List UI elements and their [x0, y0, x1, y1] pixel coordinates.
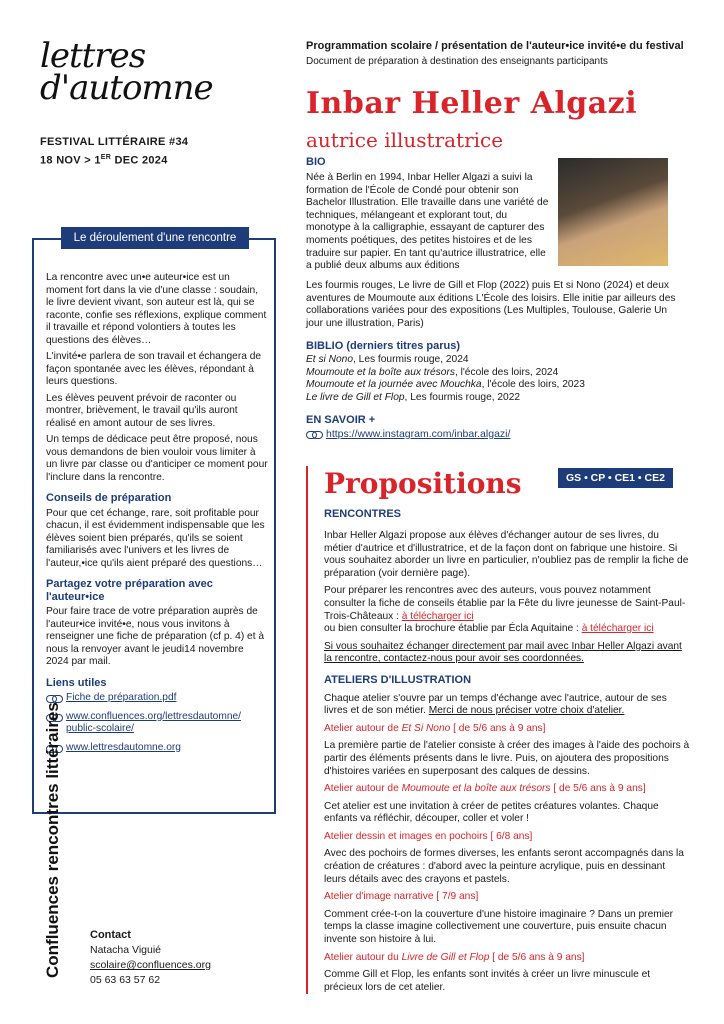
atelier-desc: Cet atelier est une invitation à créer de petites créatures volantes. Chaque enfants va réfléchir, découper, coller et voler !: [324, 800, 659, 825]
sidebar-heading: Partagez votre préparation avec l'auteur•ice: [46, 578, 213, 603]
document-subtitle: Document de préparation à destination des enseignants participants: [306, 56, 608, 67]
sidebar-paragraph: Pour que cet échange, rare, soit profitable pour chacun, il est évidemment indispensable que les élèves soient bien préparés, qu'ils se soient familiarisés avec l'univers et les livres de l'auteur,•ice qu'ils aient préparé des questions…: [46, 507, 265, 569]
program-title: Programmation scolaire / présentation de l'auteur•ice invité•e du festival: [306, 40, 684, 52]
download-link-1[interactable]: à télécharger ici: [401, 610, 474, 622]
sidebar-heading: Liens utiles: [46, 676, 107, 689]
bio-text: Née à Berlin en 1994, Inbar Heller Algazi a suivi la formation de l'École de Condé pour obtenir son Bachelor Illustration. Elle travaille dans une variété de techniques, mélangeant et explorant tout, du monotype à la calligraphie, essayant de capturer des moments poétiques, des petites histoires et de les traduire sur papier. En tant qu'autrice illustratrice, elle a publié deux albums aux éditions: [306, 172, 549, 272]
link-icon: [306, 431, 322, 439]
festival-dates: 18 NOV > 1ER DEC 2024: [40, 154, 168, 167]
biblio-item: Moumoute et la journée avec Mouchka, l'école des loirs, 2023: [306, 379, 585, 391]
propositions-paragraph: Si vous souhaitez échanger directement par mail avec Inbar Heller Algazi avant la rencontre, contactez-nous pour avoir ses coordonnées.: [324, 640, 682, 665]
link-confluences[interactable]: www.confluences.org/lettresdautomne/ public-scolaire/: [46, 711, 268, 736]
contact-name: Natacha Viguié: [90, 944, 162, 956]
sidebar-title: Le déroulement d'une rencontre: [61, 227, 249, 249]
bio-text-continued: Les fourmis rouges, Le livre de Gill et Flop (2022) puis Et si Nono (2024) et deux aventures de Moumoute aux éditions L'École des loisirs. Elle initie par ailleurs des collaborations variées pour des expositions (Les Multiples, Toulouse, Galerie Un jour une illustration, Paris): [306, 280, 676, 329]
savoir-heading: EN SAVOIR +: [306, 414, 376, 426]
logo-line-2: d'automne: [40, 68, 213, 108]
propositions-paragraph: Pour préparer les rencontres avec des auteurs, vous pouvez notamment consulter la fiche de conseils établie par la Fête du livre jeunesse de Saint-Paul-Trois-Châteaux : à télécharger ici ou bien consulter la brochure établie par Écla Aquitaine : à télécharger ici: [324, 585, 686, 635]
author-name: Inbar Heller Algazi: [306, 86, 638, 121]
biblio-heading: BIBLIO (derniers titres parus): [306, 340, 461, 352]
atelier-title: Atelier d'image narrative [ 7/9 ans]: [324, 891, 479, 903]
atelier-desc: Comme Gill et Flop, les enfants sont invités à créer un livre minuscule et précieux lors de cet atelier.: [324, 969, 651, 993]
level-badge: GS • CP • CE1 • CE2: [558, 468, 673, 488]
link-fiche[interactable]: Fiche de préparation.pdf: [46, 692, 268, 705]
atelier-desc: Comment crée-t-on la couverture d'une histoire imaginaire ? Dans un premier temps la classe imagine collectivement une couverture, puis ensuite chacun invente son histoire à lui.: [324, 908, 674, 946]
atelier-title: Atelier autour de Et Si Nono [ de 5/6 ans à 9 ans]: [324, 722, 546, 734]
download-link-2[interactable]: à télécharger ici: [581, 623, 654, 635]
link-icon: [46, 695, 62, 703]
contact-block: [90, 928, 211, 988]
sidebar-paragraph: Les élèves peuvent prévoir de raconter ou montrer, brièvement, le travail qu'ils auront réalisé en amont autour de ses livres.: [46, 392, 238, 429]
atelier-title: Atelier autour de Moumoute et la boîte aux trésors [ de 5/6 ans à 9 ans]: [324, 783, 646, 795]
sidebar-paragraph: L'invité•e parlera de son travail et échangera de façon spontanée avec les élèves, répondant à leurs questions.: [46, 351, 262, 387]
author-photo: [558, 158, 668, 266]
propositions-paragraph: Inbar Heller Algazi propose aux élèves d'échanger autour de ses livres, du métier d'autrice et d'illustratrice, et de la façon dont on fabrique une histoire. Si vous souhaitez aborder un livre en particulier, n'oubliez pas de remplir la fiche de préparation (voir dernière page).: [324, 530, 689, 579]
festival-info: [40, 134, 188, 169]
sidebar-paragraph: Un temps de dédicace peut être proposé, nous vous demandons de bien vouloir vous limiter à un livre par classe ou d'anticiper ce moment pour l'inclure dans la rencontre.: [46, 434, 268, 483]
section-divider: [306, 466, 308, 994]
bio-heading: BIO: [306, 156, 326, 168]
instagram-link[interactable]: https://www.instagram.com/inbar.algazi/: [306, 428, 510, 440]
festival-logo: [40, 36, 213, 108]
contact-email[interactable]: scolaire@confluences.org: [90, 959, 211, 971]
biblio-item: Moumoute et la boîte aux trésors, l'école des loirs, 2024: [306, 366, 559, 378]
biblio-list: [306, 354, 686, 404]
author-role: autrice illustratrice: [306, 128, 504, 152]
atelier-desc: La première partie de l'atelier consiste à créer des images à l'aide des pochoirs à partir des éléments présents dans le livre. Puis, on ajoutera des propositions d'histoires variées en superposant des calques de dessins.: [324, 740, 690, 777]
atelier-title: Atelier dessin et images en pochoirs [ 6/8 ans]: [324, 830, 533, 842]
biblio-item: Le livre de Gill et Flop, Les fourmis rouge, 2022: [306, 391, 521, 403]
sidebar-paragraph: Pour faire trace de votre préparation auprès de l'auteur•ice invité•e, nous vous invitons à renseigner une fiche de préparation (cf p. 4) et à nous la renvoyer avant le jeudi14 novembre 2024 par mail.: [46, 606, 265, 667]
logo-line-1: lettres: [40, 36, 146, 76]
atelier-title: Atelier autour du Livre de Gill et Flop [ de 5/6 ans à 9 ans]: [324, 951, 585, 963]
svg-text:Confluences rencontres littéra: Confluences rencontres littéraires: [43, 702, 62, 978]
atelier-desc: Avec des pochoirs de formes diverses, les enfants seront accompagnés dans la création de créatures : d'abord avec la peinture acrylique, puis en dessinant leurs détails avec des crayons et pastels.: [324, 848, 684, 885]
ateliers-intro: Chaque atelier s'ouvre par un temps d'échange avec l'autrice, autour de ses livres et de son métier. Merci de nous préciser votre choix d'atelier.: [324, 692, 667, 717]
contact-phone: 05 63 63 57 62: [90, 974, 161, 986]
biblio-item: Et si Nono, Les fourmis rouge, 2024: [306, 354, 469, 365]
link-lettresdautomne[interactable]: www.lettresdautomne.org: [46, 742, 268, 755]
contact-heading: Contact: [90, 929, 131, 941]
propositions-title: Propositions: [324, 467, 522, 500]
sidebar-box: [32, 232, 276, 814]
confluences-logo: [43, 702, 72, 982]
sidebar-heading: Conseils de préparation: [46, 492, 172, 504]
sidebar-paragraph: La rencontre avec un•e auteur•ice est un moment fort dans la vie d'une classe : soudain, le livre devient vivant, son auteur est là, qui se raconte, confie ses réflexions, explique comment il travaille et répond volontiers à toutes les questions des élèves…: [46, 272, 267, 346]
rencontres-heading: RENCONTRES: [324, 508, 402, 520]
ateliers-heading: ATELIERS D'ILLUSTRATION: [324, 673, 472, 686]
propositions-body: [324, 530, 690, 999]
festival-edition: FESTIVAL LITTÉRAIRE #34: [40, 136, 189, 148]
